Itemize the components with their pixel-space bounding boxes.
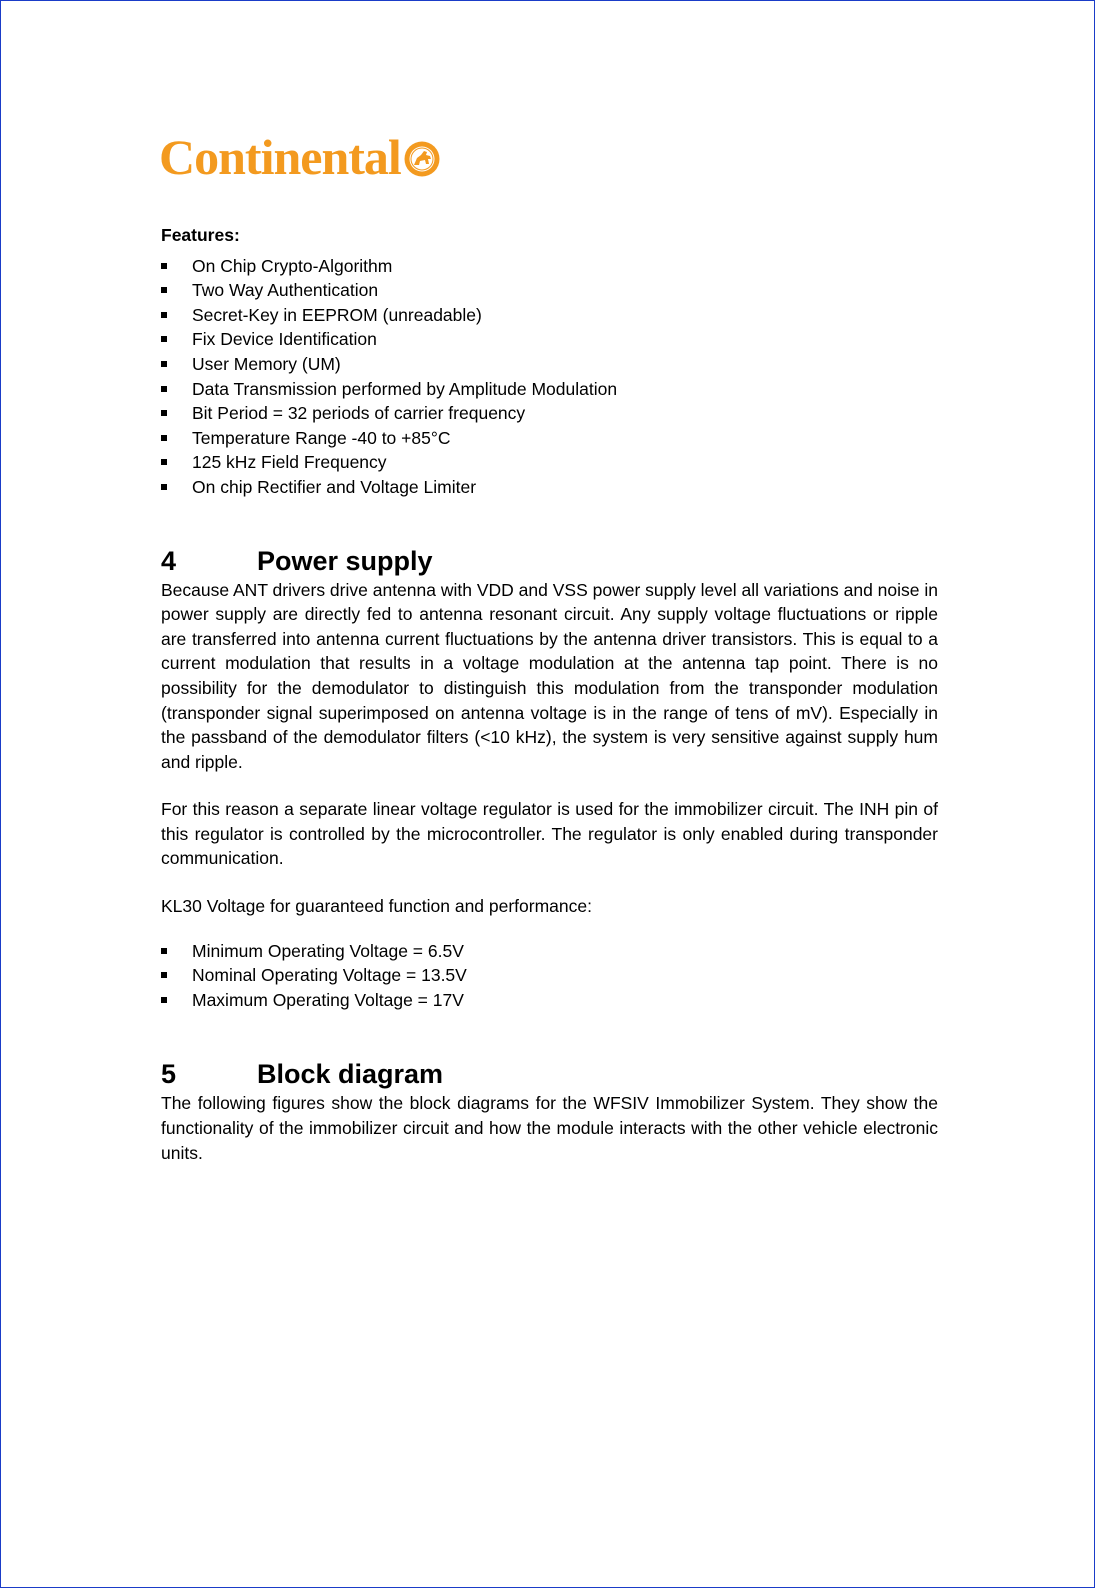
section-number: 4 — [161, 545, 177, 576]
section-5-heading — [161, 1057, 938, 1091]
power-supply-paragraph-2: For this reason a separate linear voltage regulator is used for the immobilizer circuit. The INH pin of this regulator is controlled by the microcontroller. The regulator is only enabled during transponder communication. — [161, 799, 938, 869]
features-heading: Features: — [161, 225, 240, 245]
section-number: 5 — [161, 1059, 177, 1090]
section-title: Power supply — [257, 545, 433, 576]
bullet-icon — [161, 336, 167, 342]
continental-logo — [159, 129, 441, 185]
bullet-icon — [161, 459, 167, 465]
document-body — [161, 223, 938, 1165]
list-item: Nominal Operating Voltage = 13.5V — [161, 963, 938, 988]
power-supply-paragraph-3: KL30 Voltage for guaranteed function and performance: — [161, 896, 592, 917]
list-item: Secret-Key in EEPROM (unreadable) — [161, 303, 938, 328]
section-4-heading — [161, 544, 938, 578]
list-item: Minimum Operating Voltage = 6.5V — [161, 939, 938, 964]
bullet-icon — [161, 386, 167, 392]
features-list — [161, 254, 938, 500]
list-item: Fix Device Identification — [161, 327, 938, 352]
section-title: Block diagram — [257, 1059, 444, 1090]
block-diagram-paragraph: The following figures show the block diagrams for the WFSIV Immobilizer System. They show the functionality of the immobilizer circuit and how the module interacts with the other vehicle electronic units. — [161, 1093, 938, 1163]
bullet-icon — [161, 484, 167, 490]
bullet-icon — [161, 972, 167, 978]
bullet-icon — [161, 263, 167, 269]
list-item: Bit Period = 32 periods of carrier frequency — [161, 401, 938, 426]
power-supply-paragraph-1: Because ANT drivers drive antenna with VDD and VSS power supply level all variations and noise in power supply are directly fed to antenna resonant circuit. Any supply voltage fluctuations or ripple are transferred into antenna current fluctuations by the antenna driver transistors. This is equal to a current modulation that results in a voltage modulation at the antenna tap point. There is no possibility for the demodulator to distinguish this modulation from the transponder modulation (transponder signal superimposed on antenna voltage is in the range of tens of mV). Especially in the passband of the demodulator filters (<10 kHz), the system is very sensitive against supply hum and ripple. — [161, 579, 938, 772]
list-item: On Chip Crypto-Algorithm — [161, 254, 938, 279]
horse-seal-icon — [403, 140, 441, 178]
list-item: Temperature Range -40 to +85°C — [161, 426, 938, 451]
list-item: Two Way Authentication — [161, 278, 938, 303]
bullet-icon — [161, 361, 167, 367]
list-item: 125 kHz Field Frequency — [161, 450, 938, 475]
voltage-list — [161, 939, 938, 1013]
bullet-icon — [161, 287, 167, 293]
list-item: Maximum Operating Voltage = 17V — [161, 988, 938, 1013]
bullet-icon — [161, 410, 167, 416]
list-item: Data Transmission performed by Amplitude Modulation — [161, 377, 938, 402]
bullet-icon — [161, 312, 167, 318]
bullet-icon — [161, 948, 167, 954]
logo-wordmark: Continental — [159, 129, 401, 185]
list-item: User Memory (UM) — [161, 352, 938, 377]
bullet-icon — [161, 997, 167, 1003]
list-item: On chip Rectifier and Voltage Limiter — [161, 475, 938, 500]
bullet-icon — [161, 435, 167, 441]
